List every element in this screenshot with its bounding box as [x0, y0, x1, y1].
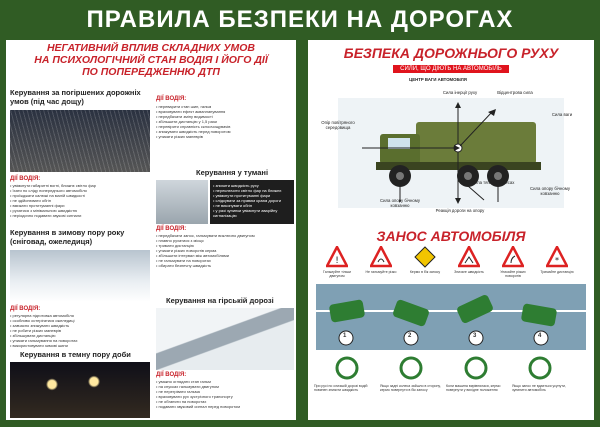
list-item: • не здійснювати обгін [10, 198, 51, 203]
night-photo [10, 362, 150, 418]
snow-sign-icon [546, 246, 568, 268]
right-panel [308, 40, 594, 420]
force-support-left-label: Сила опору бічному ковзанню [380, 198, 420, 208]
list-item: • переварити стан шин, гальм [156, 104, 212, 109]
winter-actions-list [10, 313, 150, 348]
rain-heading: Керування за погіршених дорожніх умов (під час дощу) [10, 88, 141, 106]
slippery-sign-icon [458, 246, 480, 268]
night-heading: Керування в темну пору доби [20, 350, 131, 359]
fog-actions-list [156, 233, 294, 268]
wheel-hub [464, 172, 472, 180]
list-item: • збільшити інтервал між автомобілями [156, 253, 229, 258]
fog-actions-label: ДІЇ ВОДІЯ: [156, 226, 187, 232]
rain-actions-list [156, 104, 292, 139]
winter-actions-label: ДІЇ ВОДІЯ: [10, 306, 41, 312]
rain-actions2-label: ДІЇ ВОДІЯ: [10, 176, 41, 182]
sign-caption: Не гальмуйте різко [365, 270, 397, 274]
curve-sign-icon [502, 246, 524, 268]
left-panel [6, 40, 296, 420]
steering-wheel-icon [401, 358, 421, 378]
mountain-actions-list [156, 379, 294, 409]
list-item: • знизити швидкість руху [213, 183, 259, 188]
force-inertia-label: Сила інерції руху [442, 90, 478, 95]
list-item: • не обганяти на поворотах [156, 399, 207, 404]
left-subtitle-line: ПО ПОПЕРЕДЖЕННЮ ДТП [82, 66, 220, 78]
sign-caption: Кермо в бік заносу [409, 270, 441, 274]
sign-caption: Гальмуйте тільки двигуном [323, 270, 351, 278]
list-item: • їхати по сліду попереднього автомобіля [10, 188, 87, 193]
winter-photo [10, 250, 150, 302]
list-item: • вмикати протитуманні фари [10, 203, 65, 208]
list-item: • враховувати ефект аквапланування [156, 109, 226, 114]
list-item: • обирати безпечну швидкість [156, 263, 212, 268]
list-item: • перевірити справність склоочищувачів [156, 124, 231, 129]
step-number: 4 [538, 333, 542, 339]
sign-caption: Знизьте швидкість [454, 270, 484, 274]
list-item: • слідкувати за правим краєм дороги [213, 198, 282, 203]
list-item: • увімкнути габаритні вогні, ближнє світло фар [10, 183, 96, 188]
list-item: • не гальмувати на поворотах [156, 258, 211, 263]
list-item: • уважно оглядати стан гальм [156, 379, 211, 384]
wheel-hub [396, 172, 404, 180]
poster-title: ПРАВИЛА БЕЗПЕКИ НА ДОРОГАХ [86, 6, 514, 33]
list-item: • плавно рухатися з місця [156, 238, 204, 243]
list-item: • особливо остерігатися ожеледиці [10, 318, 75, 323]
steering-wheel-icon [530, 358, 550, 378]
diamond-sign-icon [414, 246, 436, 268]
svg-text:*: * [555, 256, 559, 265]
left-subtitle [6, 40, 296, 78]
fog-photo [156, 180, 208, 224]
left-subtitle-line: НЕГАТИВНИЙ ВПЛИВ СКЛАДНИХ УМОВ [46, 42, 256, 54]
list-item: • увімкнути протитуманні фари [213, 193, 271, 198]
skid-title: ЗАНОС АВТОМОБІЛЯ [376, 228, 526, 244]
force-traction-label: Сила тяги на колесах [471, 180, 515, 185]
fog-list [210, 180, 294, 224]
rain-actions-label: ДІЇ ВОДІЯ: [156, 96, 187, 102]
list-item: • передбачати зміну видимості [156, 114, 213, 119]
force-road-reaction-label: Реакція дороги на опору [435, 208, 485, 213]
sign-caption: Уникайте різких поворотів [500, 270, 526, 278]
truck-diagram [308, 82, 594, 222]
list-item: • уникати різких поворотів керма [156, 248, 217, 253]
sign-caption: Тримайте дистанцію [540, 270, 574, 274]
step-text: Коли машина вирівнялася, кермо повернути у вихідне положення [446, 384, 501, 392]
step-text: Якщо задні колеса зайшло в сторону, кермо повернути в бік заносу [380, 384, 441, 392]
left-subtitle-line: НА ПСИХОЛОГІЧНИЙ СТАН ВОДІЯ І ЙОГО ДІЇ [34, 54, 268, 66]
list-item: • передбачати занос, гальмувати виключно двигуном [156, 233, 255, 238]
step-number: 2 [408, 333, 412, 339]
rain-photo [10, 110, 150, 172]
fog-heading: Керування у тумані [196, 168, 269, 177]
list-item: • не робити різких маневрів [10, 328, 62, 333]
force-air-label: Опір повітряного середовища [321, 120, 355, 130]
list-item: • враховувати рух зустрічного транспорту [156, 394, 233, 399]
mountain-actions-label: ДІЇ ВОДІЯ: [156, 372, 187, 378]
mountain-heading: Керування на гірській дорозі [166, 296, 274, 305]
list-item: • знижувати швидкість перед поворотом [156, 129, 231, 134]
list-item: • проїжджати калюжі на малій швидкості [10, 193, 85, 198]
slippery-road-sign-icon [370, 246, 392, 268]
list-item: • уникати гальмування на поворотах [10, 338, 78, 343]
list-item: • уникати різких маневрів [156, 134, 203, 139]
list-item: • у разі зупинки увімкнути аварійну сигналізацію [213, 208, 278, 218]
right-subtitle: СИЛИ, ЩО ДІЮТЬ НА АВТОМОБІЛЬ [393, 65, 509, 73]
skid-illustration [316, 284, 586, 350]
list-item: • переключити світло фар на ближнє [213, 188, 282, 193]
rain-actions2-list [10, 183, 150, 218]
svg-text:!: ! [335, 256, 339, 266]
list-item: • не виконувати обгін [213, 203, 253, 208]
warning-sign-icon [326, 246, 348, 268]
list-item: • подавати звуковий сигнал перед поворотом [156, 404, 240, 409]
list-item: • завчасно знижувати швидкість [10, 323, 70, 328]
list-item: • тримати дистанцію [156, 243, 194, 248]
list-item: • рухатися з мінімальною швидкістю [10, 208, 78, 213]
wheel-hub [494, 172, 502, 180]
list-item: • використовувати зимові шини [10, 343, 68, 348]
steering-wheel-icon [337, 358, 357, 378]
list-item: • на спусках гальмувати двигуном [156, 384, 219, 389]
step-text: Якщо занос не вдається усунути, зупинити автомобіль [512, 384, 566, 392]
steering-wheel-icon [466, 358, 486, 378]
steering-row [316, 354, 586, 382]
list-item: • збільшити дистанцію у 1,5 рази [156, 119, 217, 124]
force-centrifugal-label: Відцентрова сила [497, 90, 533, 95]
truck-window [388, 138, 410, 149]
list-item: • не перегрівати гальма [156, 389, 200, 394]
force-weight-label: Сила ваги [551, 112, 573, 117]
mountain-photo [156, 308, 294, 370]
right-title: БЕЗПЕКА ДОРОЖНЬОГО РУХУ [343, 45, 559, 61]
step-number: 3 [473, 333, 477, 339]
list-item: • регулярна підготовка автомобіля [10, 313, 74, 318]
force-support-right-label: Сила опору бічному ковзанню [530, 186, 570, 196]
list-item: • збільшувати дистанцію [10, 333, 56, 338]
list-item: • періодично подавати звукові сигнали [10, 213, 82, 218]
winter-heading: Керування в зимову пору року (сніговад, ожеледиця) [10, 228, 125, 246]
step-number: 1 [343, 333, 347, 339]
step-text: При русі по слизькій дорозі водій повинен знизити швидкість [314, 384, 368, 392]
center-of-gravity-label: ЦЕНТР ВАГИ АВТОМОБІЛЯ [409, 77, 467, 82]
